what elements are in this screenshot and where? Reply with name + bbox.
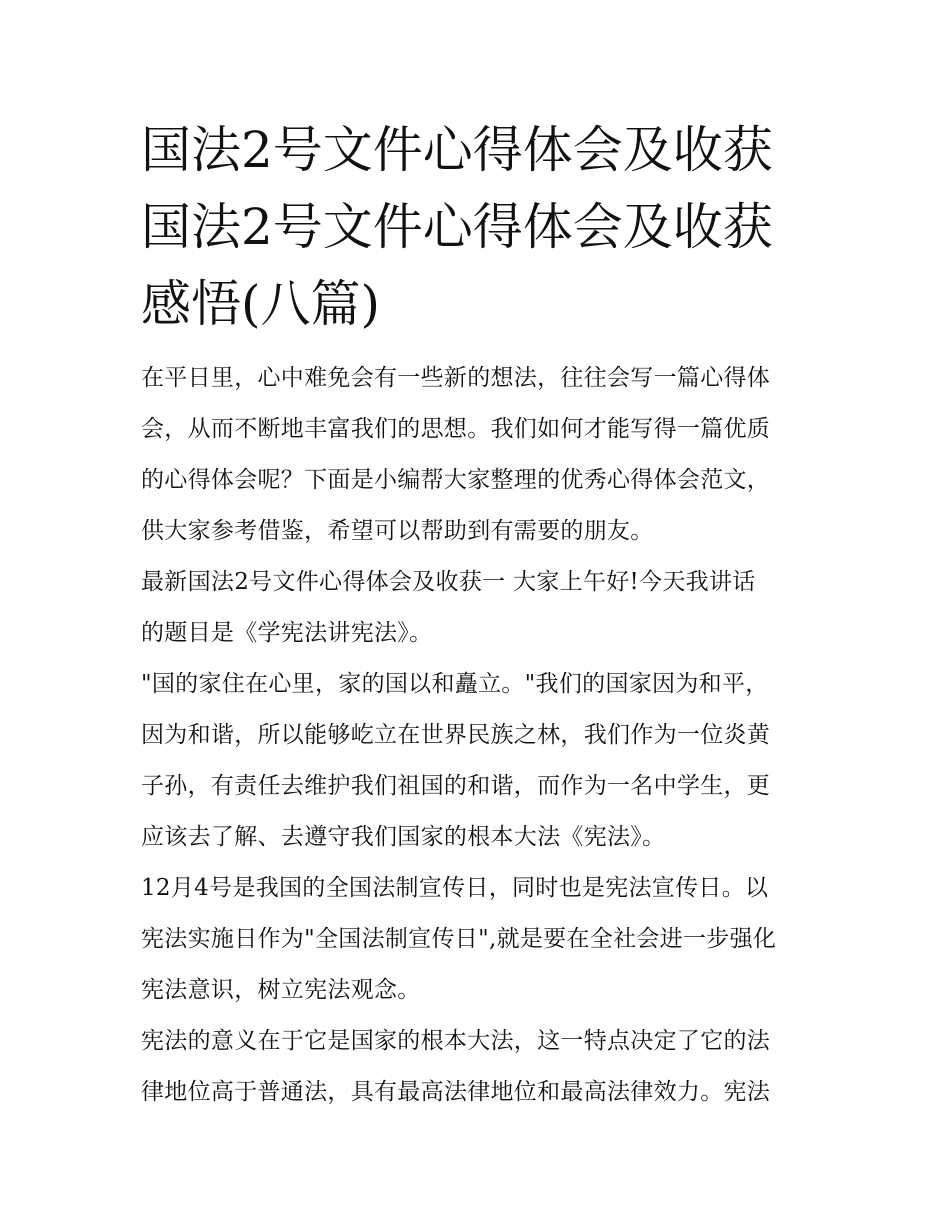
text-line: 宪法实施日作为"全国法制宣传日",就是要在全社会进一步强化 bbox=[141, 926, 777, 952]
body-paragraph bbox=[141, 1016, 813, 1118]
text-line: 最新国法2号文件心得体会及收获一 大家上午好!今天我讲话 bbox=[141, 569, 756, 595]
text-line: 子孙，有责任去维护我们祖国的和谐，而作为一名中学生，更 bbox=[141, 773, 771, 799]
text-line: "国的家住在心里，家的国以和矗立。"我们的国家因为和平， bbox=[141, 671, 769, 697]
title-line: 国法2号文件心得体会及收获 bbox=[141, 121, 773, 179]
text-line: 因为和谐，所以能够屹立在世界民族之林，我们作为一位炎黄 bbox=[141, 722, 771, 748]
title-line: 国法2号文件心得体会及收获 bbox=[141, 198, 773, 256]
text-line: 的心得体会呢？下面是小编帮大家整理的优秀心得体会范文， bbox=[141, 467, 771, 493]
text-line: 在平日里，心中难免会有一些新的想法，往往会写一篇心得体 bbox=[141, 365, 771, 391]
text-line: 宪法的意义在于它是国家的根本大法，这一特点决定了它的法 bbox=[141, 1028, 771, 1054]
text-line: 供大家参考借鉴，希望可以帮助到有需要的朋友。 bbox=[141, 518, 654, 544]
document-title bbox=[141, 112, 813, 343]
title-line: 感悟(八篇) bbox=[141, 275, 381, 333]
intro-paragraph bbox=[141, 353, 813, 557]
section-heading-paragraph bbox=[141, 557, 813, 659]
text-line: 律地位高于普通法，具有最高法律地位和最高法律效力。宪法 bbox=[141, 1079, 771, 1105]
text-line: 12月4号是我国的全国法制宣传日，同时也是宪法宣传日。以 bbox=[141, 875, 769, 901]
text-line: 应该去了解、去遵守我们国家的根本大法《宪法》。 bbox=[141, 824, 666, 850]
text-line: 的题目是《学宪法讲宪法》。 bbox=[141, 620, 433, 646]
body-paragraph bbox=[141, 659, 813, 863]
text-line: 宪法意识，树立宪法观念。 bbox=[141, 977, 421, 1003]
body-paragraph bbox=[141, 863, 813, 1016]
document-content bbox=[141, 112, 813, 1118]
text-line: 会，从而不断地丰富我们的思想。我们如何才能写得一篇优质 bbox=[141, 416, 771, 442]
